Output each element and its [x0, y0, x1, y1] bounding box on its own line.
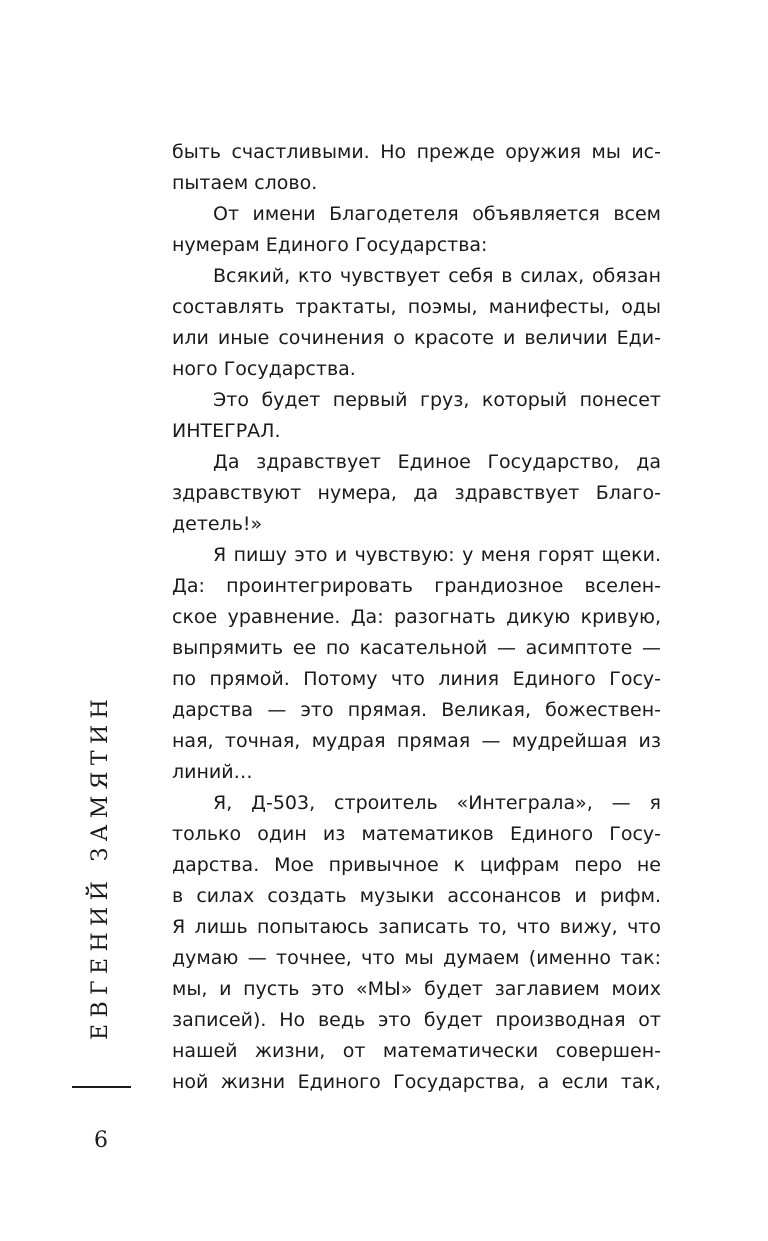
text-line: ной жизни Единого Государства, а если так, [172, 1071, 661, 1093]
text-line: составлять трактаты, поэмы, манифесты, оды [172, 296, 661, 318]
body-text [172, 137, 661, 1098]
text-line: Да здравствует Единое Государство, да [213, 451, 661, 473]
text-line: ная, точная, мудрая прямая — мудрейшая из [172, 730, 661, 752]
text-line: ного Государства. [172, 358, 356, 380]
text-line: детель!» [172, 513, 263, 535]
text-line: нашей жизни, от математически совершен- [172, 1040, 661, 1062]
text-line: мы, и пусть это «МЫ» будет заглавием моих [172, 978, 661, 1000]
page-number: 6 [94, 1128, 108, 1153]
text-line: От имени Благодетеля объявляется всем [213, 203, 661, 225]
text-line: ское уравнение. Да: разогнать дикую кривую, [172, 606, 661, 628]
text-line: дарства. Мое привычное к цифрам перо не [172, 854, 661, 876]
text-line: записей). Но ведь это будет производная от [172, 1009, 661, 1031]
text-line: думаю — точнее, что мы думаем (именно так: [172, 947, 661, 969]
text-line: Я, Д-503, строитель «Интеграла», — я [213, 792, 661, 814]
text-line: по прямой. Потому что линия Единого Госу- [172, 668, 661, 690]
text-line: быть счастливыми. Но прежде оружия мы ис- [172, 141, 661, 163]
text-line: ИНТЕГРАЛ. [172, 420, 281, 442]
text-line: Всякий, кто чувствует себя в силах, обязан [213, 265, 661, 287]
text-line: в силах создать музыки ассонансов и рифм. [172, 885, 661, 907]
divider-rule [72, 1086, 131, 1088]
text-line: здравствуют нумера, да здравствует Благо- [172, 482, 661, 504]
text-line: дарства — это прямая. Великая, божествен- [172, 699, 661, 721]
text-line: или иные сочинения о красоте и величии Еди- [172, 327, 661, 349]
running-head-author: ЕВГЕНИЙ ЗАМЯТИН [88, 692, 113, 1040]
text-line: Да: проинтегрировать грандиозное вселен- [172, 575, 661, 597]
text-line: только один из математиков Единого Госу- [172, 823, 661, 845]
text-line: нумерам Единого Государства: [172, 234, 488, 256]
text-line: Я лишь попытаюсь записать то, что вижу, что [172, 916, 661, 938]
text-line: Я пишу это и чувствую: у меня горят щеки. [213, 544, 661, 566]
text-line: Это будет первый груз, который понесет [213, 389, 661, 411]
text-line: выпрямить ее по касательной — асимптоте — [172, 637, 661, 659]
text-line: пытаем слово. [172, 172, 318, 194]
text-line: линий… [172, 761, 253, 783]
